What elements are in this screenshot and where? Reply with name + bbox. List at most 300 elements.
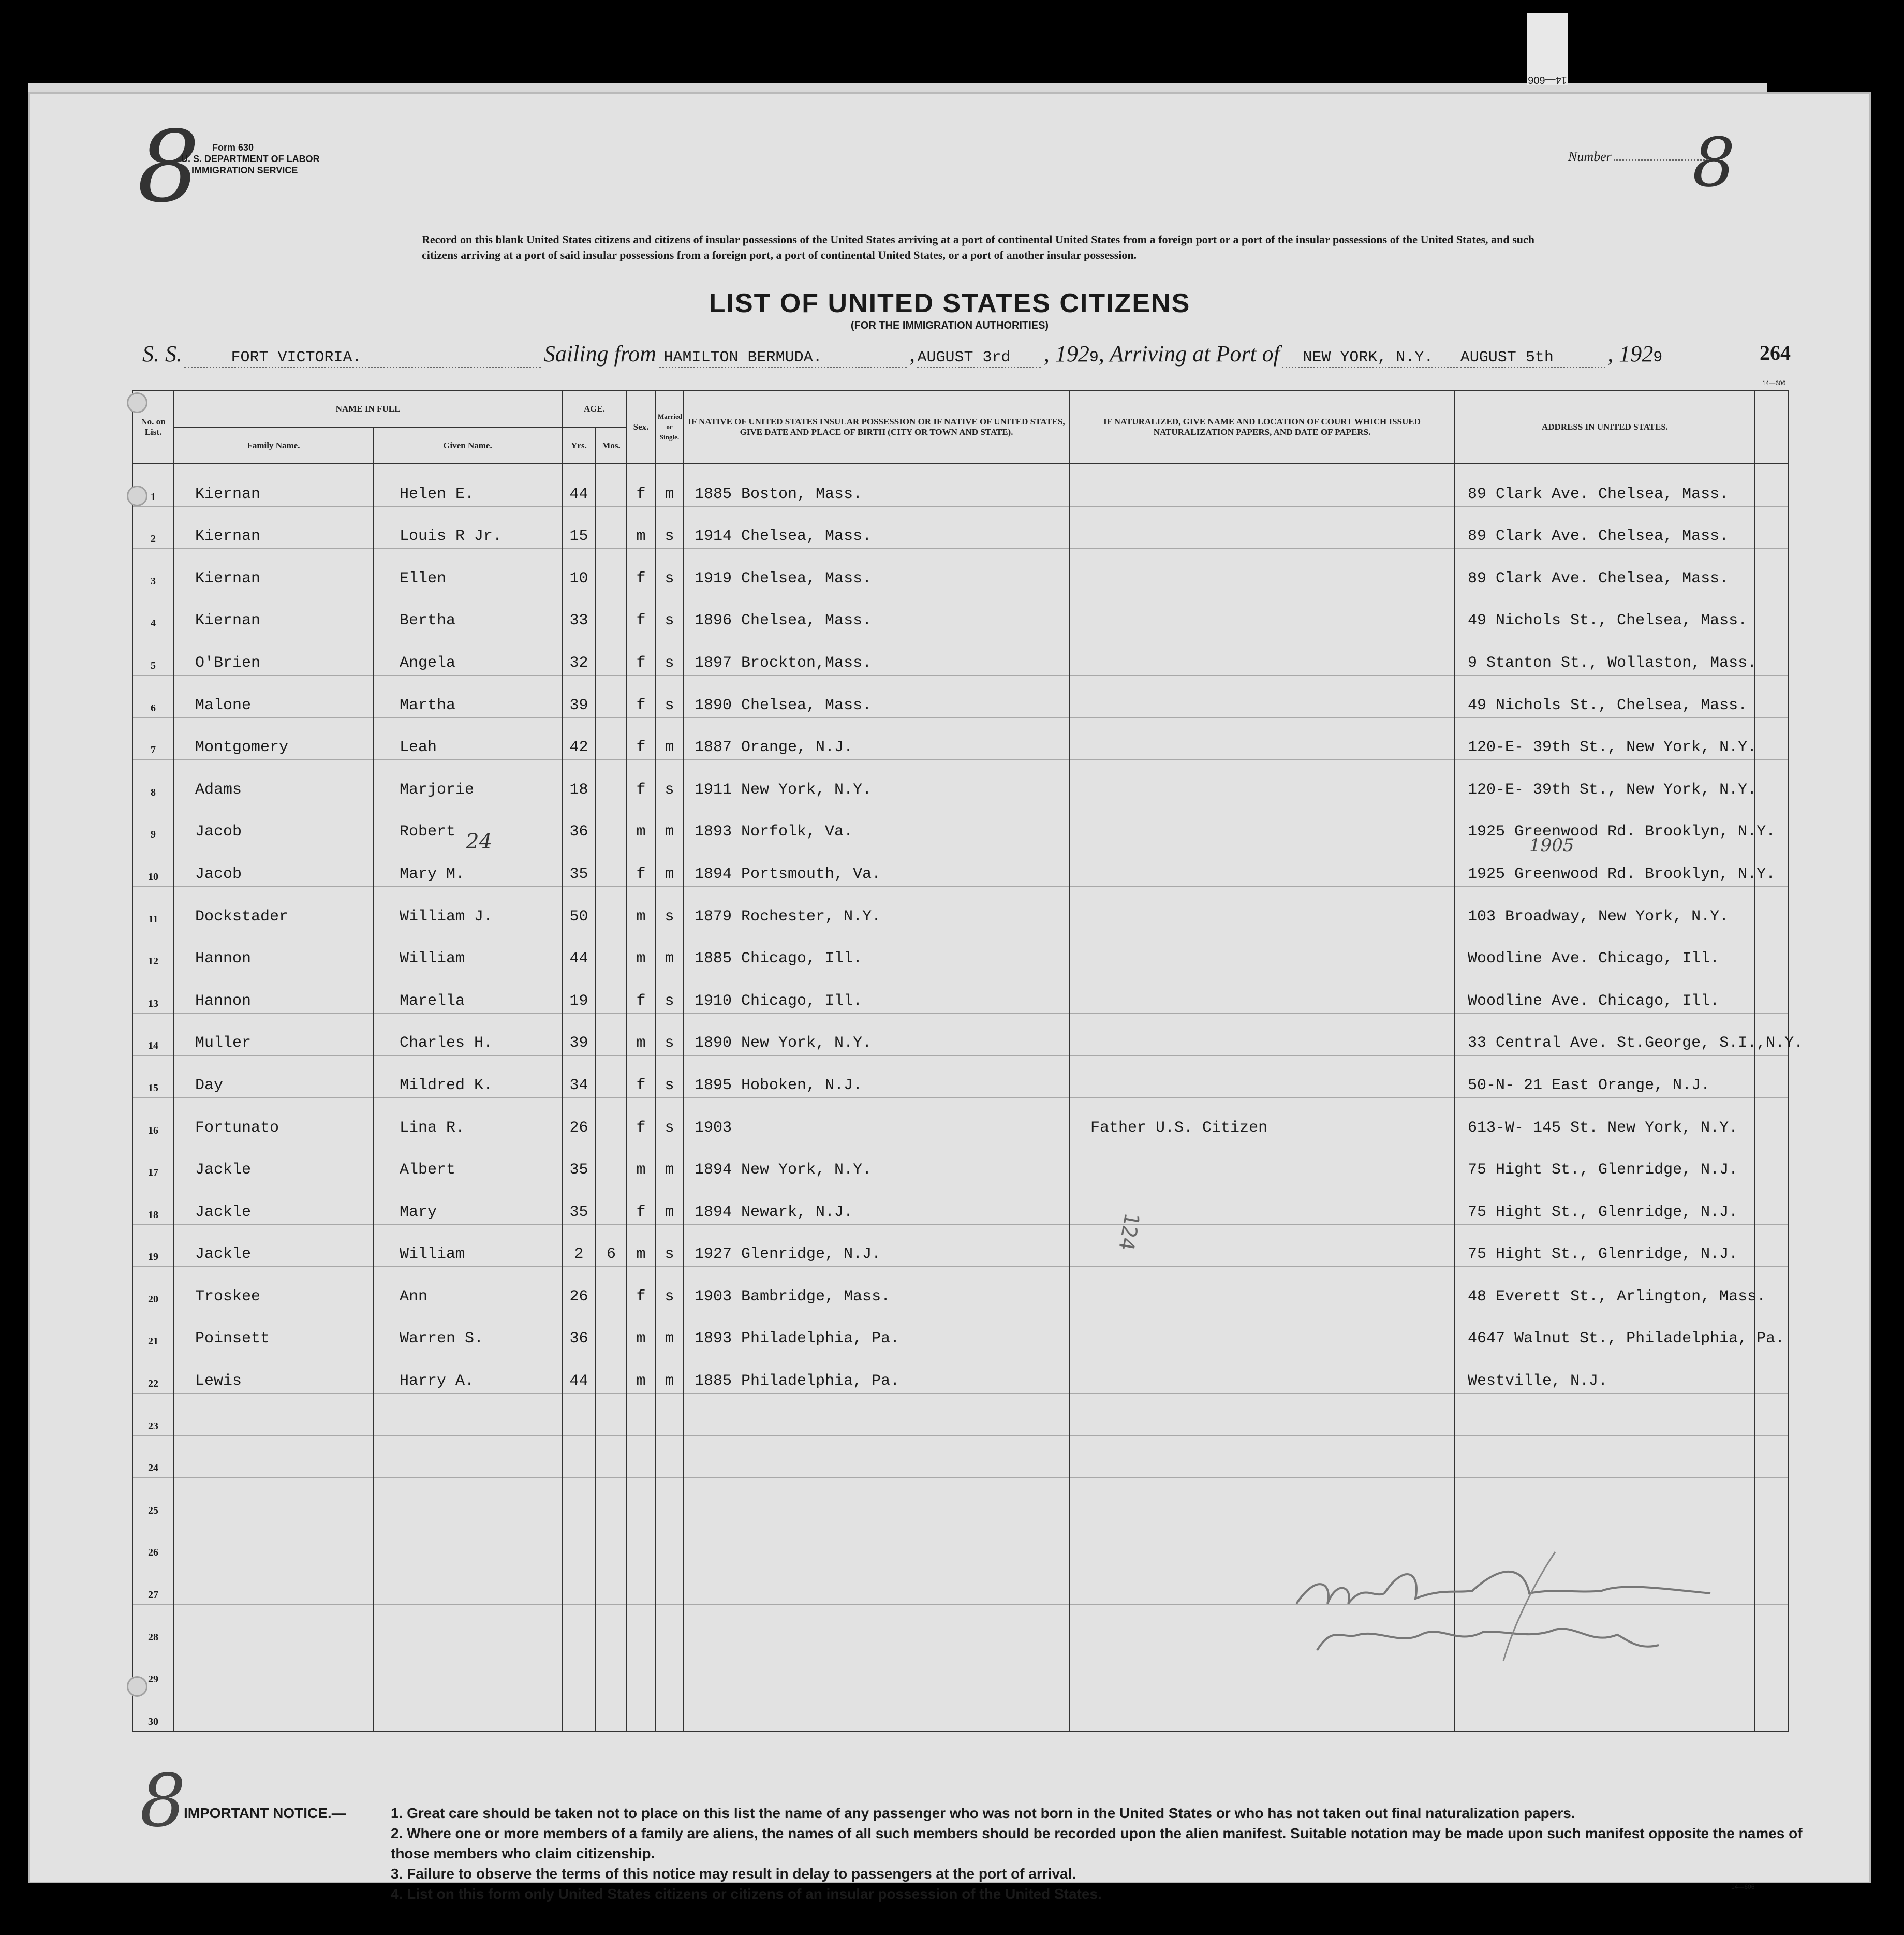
row-number-cell: 10 [132,844,174,887]
table-row [132,506,1789,549]
table-row [132,1056,1789,1098]
age-months-cell [596,1309,627,1351]
birth-date-place-cell: 1890 New York, N.Y. [684,1013,1069,1056]
marital-status-cell: s [655,760,684,802]
row-number-cell: 11 [132,886,174,929]
birth-date-place-cell: 1911 New York, N.Y. [684,760,1069,802]
form-number: Form 630 [212,142,254,153]
age-months-cell [596,717,627,760]
sex-cell: f [627,591,655,633]
blank-cell-cell [1755,1435,1789,1478]
blank-cell-cell [1755,1605,1789,1647]
naturalization-cell: Father U.S. Citizen [1069,1097,1455,1140]
address-cell: 50-N- 21 East Orange, N.J. [1455,1056,1755,1098]
age-years-cell: 34 [562,1056,596,1098]
address-cell: Woodline Ave. Chicago, Ill. [1455,971,1755,1014]
age-years-cell: 26 [562,1267,596,1309]
table-row [132,886,1789,929]
arrive-date: AUGUST 5th [1460,349,1605,368]
family-name-cell [174,1478,373,1520]
document-sheet [28,92,1871,1902]
marital-status-cell: m [655,1351,684,1394]
sex-cell [627,1520,655,1562]
notice-label: IMPORTANT NOTICE.— [184,1805,346,1821]
birth-date-place-cell: 1919 Chelsea, Mass. [684,549,1069,591]
family-name-cell: Hannon [174,929,373,971]
given-name-cell [373,1605,562,1647]
naturalization-cell [1069,929,1455,971]
naturalization-cell [1069,1309,1455,1351]
sex-cell: m [627,1309,655,1351]
sex-cell: m [627,886,655,929]
sailing-from: HAMILTON BERMUDA. [659,349,907,368]
table-row [132,1478,1789,1520]
row-number-cell: 24 [132,1435,174,1478]
table-row [132,1140,1789,1182]
marital-status-cell: s [655,971,684,1014]
family-name-cell: Poinsett [174,1309,373,1351]
birth-date-place-cell [684,1605,1069,1647]
family-name-cell [174,1689,373,1732]
birth-date-place-cell [684,1478,1069,1520]
service: IMMIGRATION SERVICE [191,165,298,175]
naturalization-cell [1069,675,1455,717]
given-name-cell [373,1478,562,1520]
age-months-cell [596,886,627,929]
number-value: 8 [1692,123,1735,202]
row-number-cell: 13 [132,971,174,1014]
given-name-cell: Lina R. [373,1097,562,1140]
birth-date-place-cell [684,1689,1069,1732]
row-number-cell: 23 [132,1394,174,1436]
age-months-cell [596,1140,627,1182]
marital-status-cell: s [655,1224,684,1267]
family-name-cell [174,1394,373,1436]
age-years-cell: 18 [562,760,596,802]
naturalization-cell [1069,633,1455,676]
address-cell: 49 Nichols St., Chelsea, Mass. [1455,591,1755,633]
table-row [132,633,1789,676]
age-months-cell [596,1351,627,1394]
birth-date-place-cell [684,1394,1069,1436]
birth-date-place-cell: 1927 Glenridge, N.J. [684,1224,1069,1267]
notice-list [184,1803,1840,1904]
birth-date-place-cell: 1893 Philadelphia, Pa. [684,1309,1069,1351]
address-cell: 75 Hight St., Glenridge, N.J. [1455,1224,1755,1267]
given-name-cell [373,1435,562,1478]
family-name-cell: Day [174,1056,373,1098]
row-number-cell: 2 [132,506,174,549]
notice-item: 4. List on this form only United States citizens or citizens of an insular possession of the United States. [391,1886,1102,1902]
given-name-cell: Bertha [373,591,562,633]
age-months-cell [596,633,627,676]
naturalization-cell [1069,1056,1455,1098]
notice-item: 1. Great care should be taken not to place on this list the name of any passenger who was not born in the United States or who has not taken out final naturalization papers. [391,1805,1575,1821]
age-months-cell [596,591,627,633]
table-row [132,675,1789,717]
family-name-cell: Jackle [174,1140,373,1182]
family-name-cell: Jackle [174,1182,373,1225]
family-name-cell: Troskee [174,1267,373,1309]
age-years-cell: 32 [562,633,596,676]
sex-cell: m [627,1140,655,1182]
sex-cell: f [627,1097,655,1140]
marital-status-cell: s [655,1013,684,1056]
birth-date-place-cell [684,1520,1069,1562]
given-name-cell: William J. [373,886,562,929]
print-code: 14—606 [1762,379,1786,387]
address-cell: 49 Nichols St., Chelsea, Mass. [1455,675,1755,717]
row-number-cell: 4 [132,591,174,633]
naturalization-cell [1069,1013,1455,1056]
year-prefix-2: 192 [1619,341,1654,367]
sex-cell: f [627,717,655,760]
family-name-cell: Lewis [174,1351,373,1394]
age-months-cell [596,1056,627,1098]
row-number-cell: 22 [132,1351,174,1394]
address-cell: 1925 Greenwood Rd. Brooklyn, N.Y. [1455,802,1755,844]
family-name-cell: Fortunato [174,1097,373,1140]
address-cell [1455,1689,1755,1732]
table-row [132,591,1789,633]
row-number-cell: 29 [132,1647,174,1689]
bottom-number-8: 8 [140,1759,186,1843]
address-cell: 48 Everett St., Arlington, Mass. [1455,1267,1755,1309]
important-notice [184,1803,1840,1904]
table-row [132,971,1789,1014]
address-cell: 33 Central Ave. St.George, S.I.,N.Y. [1455,1013,1755,1056]
blank-cell-cell [1755,1647,1789,1689]
age-months-cell [596,549,627,591]
col-name-in-full: NAME IN FULL [174,390,562,428]
sex-cell: f [627,675,655,717]
marital-status-cell: m [655,1309,684,1351]
col-given-name: Given Name. [373,428,562,464]
record-instructions: Record on this blank United States citizens and citizens of insular possessions of the United States arriving at a port of continental United States from a foreign port or a port of the insular possessions of the United States, and such citizens arriving at a port of said insular possessions from a foreign port, a port of continental United States, or a port of another insular possession. [422,233,1534,261]
blank-cell-cell [1755,971,1789,1014]
given-name-cell: Angela [373,633,562,676]
sex-cell: m [627,506,655,549]
sex-cell: f [627,1267,655,1309]
blank-cell-cell [1755,1224,1789,1267]
blank-cell-cell [1755,549,1789,591]
row-number-cell: 30 [132,1689,174,1732]
naturalization-cell [1069,886,1455,929]
birth-date-place-cell: 1890 Chelsea, Mass. [684,675,1069,717]
punch-hole [127,392,147,413]
table-row [132,1097,1789,1140]
given-name-cell [373,1394,562,1436]
row-number-cell: 6 [132,675,174,717]
year1-digit: 9 [1089,349,1099,367]
age-months-cell [596,1182,627,1225]
age-months-cell: 6 [596,1224,627,1267]
row-number-cell: 3 [132,549,174,591]
address-cell: 103 Broadway, New York, N.Y. [1455,886,1755,929]
age-years-cell: 44 [562,1351,596,1394]
family-name-cell: Kiernan [174,549,373,591]
birth-date-place-cell: 1910 Chicago, Ill. [684,971,1069,1014]
marital-status-cell: m [655,464,684,506]
arriving-port: NEW YORK, N.Y. [1282,349,1458,368]
blank-cell-cell [1755,675,1789,717]
sex-cell: m [627,802,655,844]
age-months-cell [596,675,627,717]
marital-status-cell: m [655,844,684,887]
row-number-cell: 1 [132,464,174,506]
sex-cell: f [627,844,655,887]
blank-cell-cell [1755,929,1789,971]
given-name-cell: William [373,1224,562,1267]
col-age: AGE. [562,390,627,428]
given-name-cell [373,1647,562,1689]
blank-cell-cell [1755,591,1789,633]
table-row [132,1267,1789,1309]
blank-cell-cell [1755,1394,1789,1436]
given-name-cell: Robert [373,802,562,844]
age-years-cell: 36 [562,802,596,844]
age-years-cell [562,1689,596,1732]
number-label: Number [1568,149,1612,164]
punch-hole [127,1676,147,1697]
col-blank [1755,390,1789,464]
row-number-cell: 14 [132,1013,174,1056]
marital-status-cell [655,1435,684,1478]
col-sex: Sex. [627,390,655,464]
given-name-cell [373,1562,562,1605]
table-row [132,1351,1789,1394]
naturalization-cell [1069,802,1455,844]
marital-status-cell: s [655,886,684,929]
age-years-cell: 44 [562,929,596,971]
marital-status-cell: m [655,717,684,760]
marital-status-cell: m [655,802,684,844]
sex-cell [627,1478,655,1520]
blank-cell-cell [1755,1351,1789,1394]
age-years-cell: 36 [562,1309,596,1351]
family-name-cell: Jacob [174,844,373,887]
naturalization-cell [1069,971,1455,1014]
age-years-cell [562,1562,596,1605]
row-number-cell: 12 [132,929,174,971]
age-years-cell: 39 [562,675,596,717]
family-name-cell: Kiernan [174,591,373,633]
given-name-cell: Martha [373,675,562,717]
naturalization-cell [1069,464,1455,506]
birth-date-place-cell: 1893 Norfolk, Va. [684,802,1069,844]
address-cell [1455,1435,1755,1478]
naturalization-cell [1069,1140,1455,1182]
sex-cell [627,1647,655,1689]
given-name-cell: Marella [373,971,562,1014]
notice-item: 3. Failure to observe the terms of this notice may result in delay to passengers at the port of arrival. [391,1866,1076,1882]
blank-cell-cell [1755,1182,1789,1225]
sex-cell [627,1394,655,1436]
marital-status-cell: s [655,549,684,591]
marital-status-cell [655,1647,684,1689]
age-years-cell: 50 [562,886,596,929]
year-prefix-1: 192 [1055,341,1089,367]
sex-cell: m [627,1013,655,1056]
birth-date-place-cell: 1887 Orange, N.J. [684,717,1069,760]
col-address: ADDRESS IN UNITED STATES. [1455,390,1755,464]
given-name-cell: Ann [373,1267,562,1309]
age-months-cell [596,464,627,506]
age-years-cell: 33 [562,591,596,633]
sex-cell: f [627,760,655,802]
age-years-cell: 39 [562,1013,596,1056]
table-row [132,1224,1789,1267]
row-number-cell: 8 [132,760,174,802]
sex-cell: f [627,549,655,591]
blank-cell-cell [1755,633,1789,676]
sail-date: AUGUST 3rd [917,349,1041,368]
row-number-cell: 27 [132,1562,174,1605]
blank-cell-cell [1755,717,1789,760]
age-years-cell: 26 [562,1097,596,1140]
correction-age: 24 [466,830,492,854]
inspector-signature [1286,1542,1752,1676]
family-name-cell: O'Brien [174,633,373,676]
address-cell: 89 Clark Ave. Chelsea, Mass. [1455,506,1755,549]
sex-cell: m [627,1224,655,1267]
sex-cell: f [627,1056,655,1098]
table-row [132,549,1789,591]
sex-cell: f [627,1182,655,1225]
family-name-cell: Kiernan [174,464,373,506]
correction-year: 1905 [1529,835,1574,856]
marital-status-cell [655,1478,684,1520]
age-months-cell [596,1478,627,1520]
age-years-cell [562,1647,596,1689]
age-years-cell: 42 [562,717,596,760]
naturalization-cell [1069,844,1455,887]
naturalization-cell [1069,760,1455,802]
family-name-cell [174,1435,373,1478]
age-years-cell [562,1478,596,1520]
notice-item: 2. Where one or more members of a family are aliens, the names of all such members should be recorded upon the alien manifest. Suitable notation may be made upon such manifest opposite the names of those members who claim citizenship. [391,1825,1803,1861]
birth-date-place-cell [684,1435,1069,1478]
marital-status-cell: s [655,1267,684,1309]
table-row [132,1435,1789,1478]
family-name-cell: Hannon [174,971,373,1014]
given-name-cell: Louis R Jr. [373,506,562,549]
table-row [132,929,1789,971]
corner-number-8: 8 [137,110,200,224]
sex-cell: f [627,464,655,506]
col-no: No. on List. [132,390,174,464]
age-months-cell [596,929,627,971]
sex-cell: m [627,929,655,971]
sex-cell [627,1605,655,1647]
address-cell: 120-E- 39th St., New York, N.Y. [1455,717,1755,760]
row-number-cell: 5 [132,633,174,676]
arriving-label: , Arriving at Port of [1098,341,1280,367]
age-months-cell [596,844,627,887]
marital-status-cell: m [655,929,684,971]
age-months-cell [596,1267,627,1309]
birth-date-place-cell: 1885 Chicago, Ill. [684,929,1069,971]
row-number-cell: 17 [132,1140,174,1182]
marital-status-cell [655,1605,684,1647]
marital-status-cell: s [655,506,684,549]
age-years-cell: 10 [562,549,596,591]
given-name-cell: Helen E. [373,464,562,506]
naturalization-cell [1069,506,1455,549]
age-years-cell: 35 [562,1140,596,1182]
birth-date-place-cell [684,1562,1069,1605]
family-name-cell: Montgomery [174,717,373,760]
table-row [132,464,1789,506]
sex-cell [627,1435,655,1478]
age-years-cell [562,1520,596,1562]
age-years-cell: 35 [562,1182,596,1225]
page-number: 264 [1760,341,1791,364]
row-number-cell: 16 [132,1097,174,1140]
sex-cell [627,1562,655,1605]
row-number-cell: 15 [132,1056,174,1098]
address-cell: 4647 Walnut St., Philadelphia, Pa. [1455,1309,1755,1351]
given-name-cell: Mildred K. [373,1056,562,1098]
sex-cell: m [627,1351,655,1394]
ship-name: FORT VICTORIA. [184,349,541,368]
birth-date-place-cell: 1885 Philadelphia, Pa. [684,1351,1069,1394]
marital-status-cell: s [655,633,684,676]
row-number-cell: 7 [132,717,174,760]
table-row [132,1309,1789,1351]
col-birth: IF NATIVE OF UNITED STATES INSULAR POSSESSION OR IF NATIVE OF UNITED STATES, GIVE DATE AND PLACE OF BIRTH (CITY OR TOWN AND STATE). [684,390,1069,464]
age-years-cell: 2 [562,1224,596,1267]
given-name-cell: Leah [373,717,562,760]
marital-status-cell: s [655,675,684,717]
address-cell [1455,1394,1755,1436]
row-number-cell: 26 [132,1520,174,1562]
page-title: LIST OF UNITED STATES CITIZENS [709,288,1191,318]
age-months-cell [596,1689,627,1732]
age-months-cell [596,506,627,549]
col-family-name: Family Name. [174,428,373,464]
marital-status-cell: s [655,591,684,633]
sex-cell [627,1689,655,1732]
address-cell: 9 Stanton St., Wollaston, Mass. [1455,633,1755,676]
age-years-cell [562,1394,596,1436]
family-name-cell: Muller [174,1013,373,1056]
marital-status-cell [655,1562,684,1605]
marital-status-cell: s [655,1056,684,1098]
row-number-cell: 9 [132,802,174,844]
row-number-cell: 21 [132,1309,174,1351]
birth-date-place-cell: 1894 New York, N.Y. [684,1140,1069,1182]
col-married: Married or Single. [655,390,684,464]
address-cell: 1925 Greenwood Rd. Brooklyn, N.Y. [1455,844,1755,887]
blank-cell-cell [1755,506,1789,549]
given-name-cell: Marjorie [373,760,562,802]
blank-cell-cell [1755,760,1789,802]
birth-date-place-cell: 1895 Hoboken, N.J. [684,1056,1069,1098]
address-cell: 75 Hight St., Glenridge, N.J. [1455,1182,1755,1225]
age-months-cell [596,1605,627,1647]
age-months-cell [596,1394,627,1436]
age-years-cell: 15 [562,506,596,549]
given-name-cell: Albert [373,1140,562,1182]
marital-status-cell [655,1689,684,1732]
stamp-124: 124 [1114,1211,1144,1252]
birth-date-place-cell: 1885 Boston, Mass. [684,464,1069,506]
naturalization-cell [1069,717,1455,760]
sex-cell: f [627,633,655,676]
blank-cell-cell [1755,1520,1789,1562]
age-months-cell [596,1013,627,1056]
